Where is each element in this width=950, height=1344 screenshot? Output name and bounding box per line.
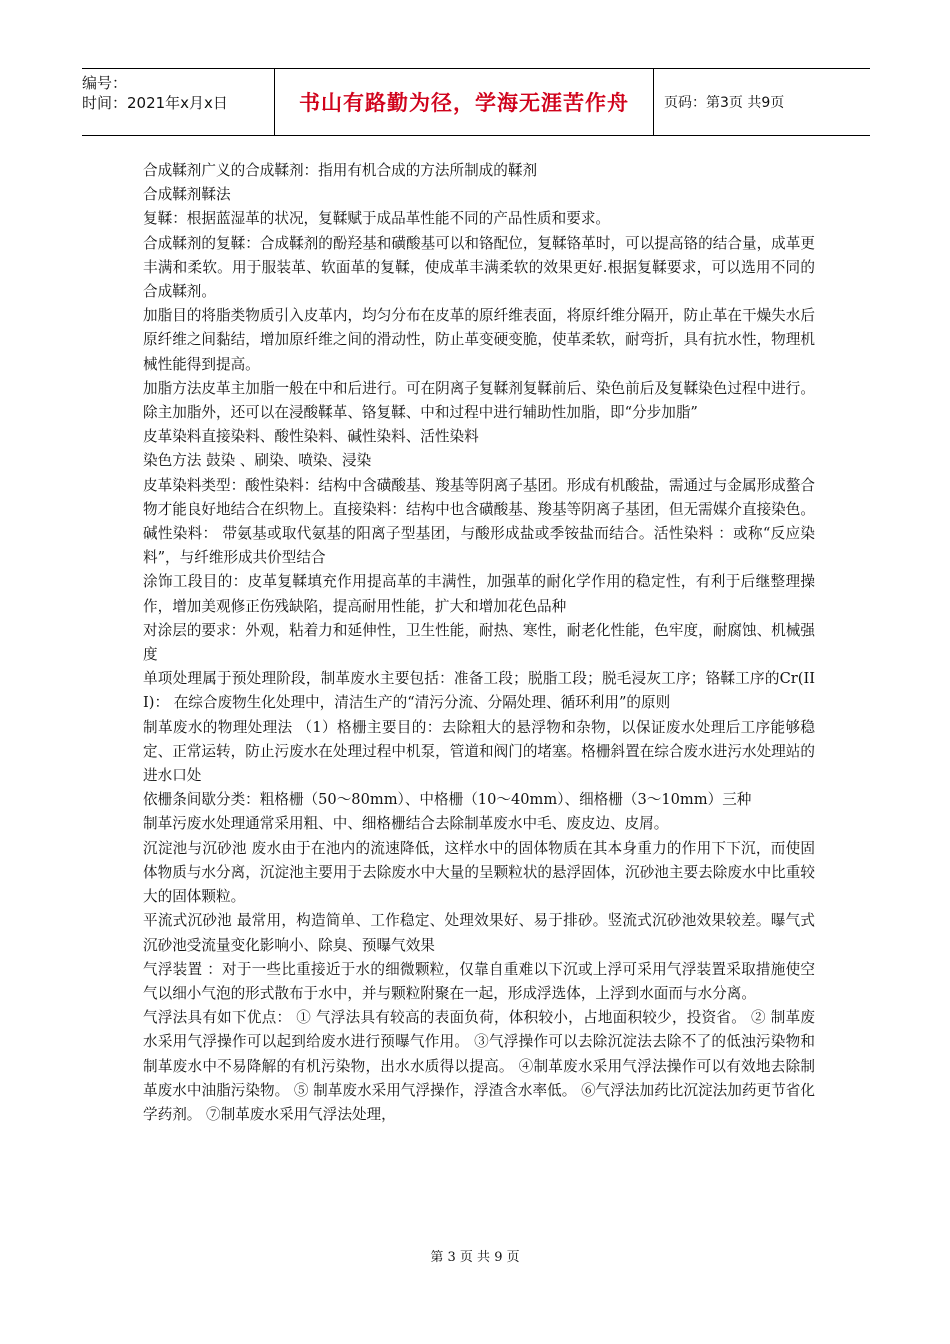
paragraph: 对涂层的要求：外观，粘着力和延伸性，卫生性能，耐热、寒性，耐老化性能，色牢度，耐腐蚀、机械强度	[143, 621, 815, 664]
paragraph: 制革污废水处理通常采用粗、中、细格栅结合去除制革废水中毛、废皮边、皮屑。	[143, 815, 669, 833]
paragraph: 涂饰工段目的：皮革复鞣填充作用提高革的丰满性，加强革的耐化学作用的稳定性，有利于后继整理操作，增加美观修正伤残缺陷，提高耐用性能，扩大和增加花色品种	[143, 573, 815, 615]
paragraph: 单项处理属于预处理阶段，制革废水主要包括：准备工段；脱脂工段；脱毛浸灰工序；铬鞣工序的Cr(III)： 在综合废物生化处理中，清洁生产的“清污分流、分隔处理、循环利用”的原则	[143, 670, 815, 712]
document-body	[143, 159, 815, 1127]
paragraph: 平流式沉砂池 最常用，构造简单、工作稳定、处理效果好、易于排砂。竖流式沉砂池效果较差。曝气式沉砂池受流量变化影响小、除臭、预曝气效果	[143, 912, 815, 954]
paragraph: 加脂方法皮革主加脂一般在中和后进行。可在阴离子复鞣剂复鞣前后、染色前后及复鞣染色过程中进行。除主加脂外，还可以在浸酸鞣革、铬复鞣、中和过程中进行辅助性加脂，即“分步加脂”	[143, 379, 815, 422]
paragraph: 皮革染料直接染料、酸性染料、碱性染料、活性染料	[143, 428, 479, 446]
paragraph: 气浮装置 ：对于一些比重接近于水的细微颗粒，仅靠自重难以下沉或上浮可采用气浮装置采取措施使空气以细小气泡的形式散布于水中，并与颗粒附聚在一起，形成浮选体，上浮到水面而与水分离。	[143, 960, 815, 1002]
paragraph: 制革废水的物理处理法 （1）格栅主要目的：去除粗大的悬浮物和杂物，以保证废水处理后工序能够稳定、正常运转，防止污废水在处理过程中机泵，管道和阀门的堵塞。格栅斜置在综合废水进污水处理站的进水口处	[143, 718, 815, 785]
paragraph: 合成鞣剂鞣法	[143, 186, 231, 204]
page-footer: 第 3 页 共 9 页	[430, 1250, 520, 1265]
paragraph: 加脂目的将脂类物质引入皮革内，均匀分布在皮革的原纤维表面，将原纤维分隔开，防止革在干燥失水后原纤维之间黏结，增加原纤维之间的滑动性，防止革变硬变脆，使革柔软，耐弯折，具有抗水性，物理机械性能得到提高。	[143, 307, 815, 373]
header-page-info: 页码：第3页 共9页	[664, 95, 785, 111]
paragraph: 合成鞣剂的复鞣：合成鞣剂的酚羟基和磺酸基可以和铬配位，复鞣铬革时，可以提高铬的结合量，成革更丰满和柔软。用于服装革、软面革的复鞣，使成革丰满柔软的效果更好.根据复鞣要求，可以选用不同的合成鞣剂。	[143, 234, 815, 301]
paragraph: 依栅条间歇分类：粗格栅（50～80mm）、中格栅（10～40mm）、细格栅（3～10mm）三种	[143, 791, 752, 809]
paragraph: 合成鞣剂广义的合成鞣剂：指用有机合成的方法所制成的鞣剂	[143, 162, 538, 179]
paragraph: 沉淀池与沉砂池 废水由于在池内的流速降低，这样水中的固体物质在其本身重力的作用下下沉，而使固体物质与水分离，沉淀池主要用于去除废水中大量的呈颗粒状的悬浮固体，沉砂池主要去除废水中比重较大的固体颗粒。	[143, 839, 815, 906]
paragraph: 皮革染料类型：酸性染料：结构中含磺酸基、羧基等阴离子基团。形成有机酸盐，需通过与金属形成螯合物才能良好地结合在织物上。直接染料：结构中也含磺酸基、羧基等阴离子基团，但无需媒介直接染色。碱性染料： 带氨基或取代氨基的阳离子型基团，与酸形成盐或季铵盐而结合。活性染料 ：或称“反应染料”，与纤维形成共价型结合	[143, 476, 815, 567]
time-label: 时间：2021年x月x日	[82, 94, 228, 112]
page-header	[82, 68, 870, 136]
paragraph: 气浮法具有如下优点： ① 气浮法具有较高的表面负荷，体积较小，占地面积较少，投资省。 ② 制革废水采用气浮操作可以起到给废水进行预曝气作用。 ③气浮操作可以去除沉淀法去除不了的低浊污染物和制革废水中不易降解的有机污染物，出水水质得以提高。 ④制革废水采用气浮法操作可以有效地去除制革废水中油脂污染物。 ⑤ 制革废水采用气浮操作，浮渣含水率低。 ⑥气浮法加药比沉淀法加药更节省化学药剂。 ⑦制革废水采用气浮法处理，	[143, 1009, 815, 1123]
serial-label: 编号：	[82, 74, 128, 92]
paragraph: 复鞣：根据蓝湿革的状况，复鞣赋于成品革性能不同的产品性质和要求。	[143, 210, 611, 228]
paragraph: 染色方法 鼓染 、刷染、喷染、浸染	[143, 452, 372, 470]
header-motto: 书山有路勤为径，学海无涯苦作舟	[275, 69, 654, 135]
header-meta	[82, 69, 275, 135]
